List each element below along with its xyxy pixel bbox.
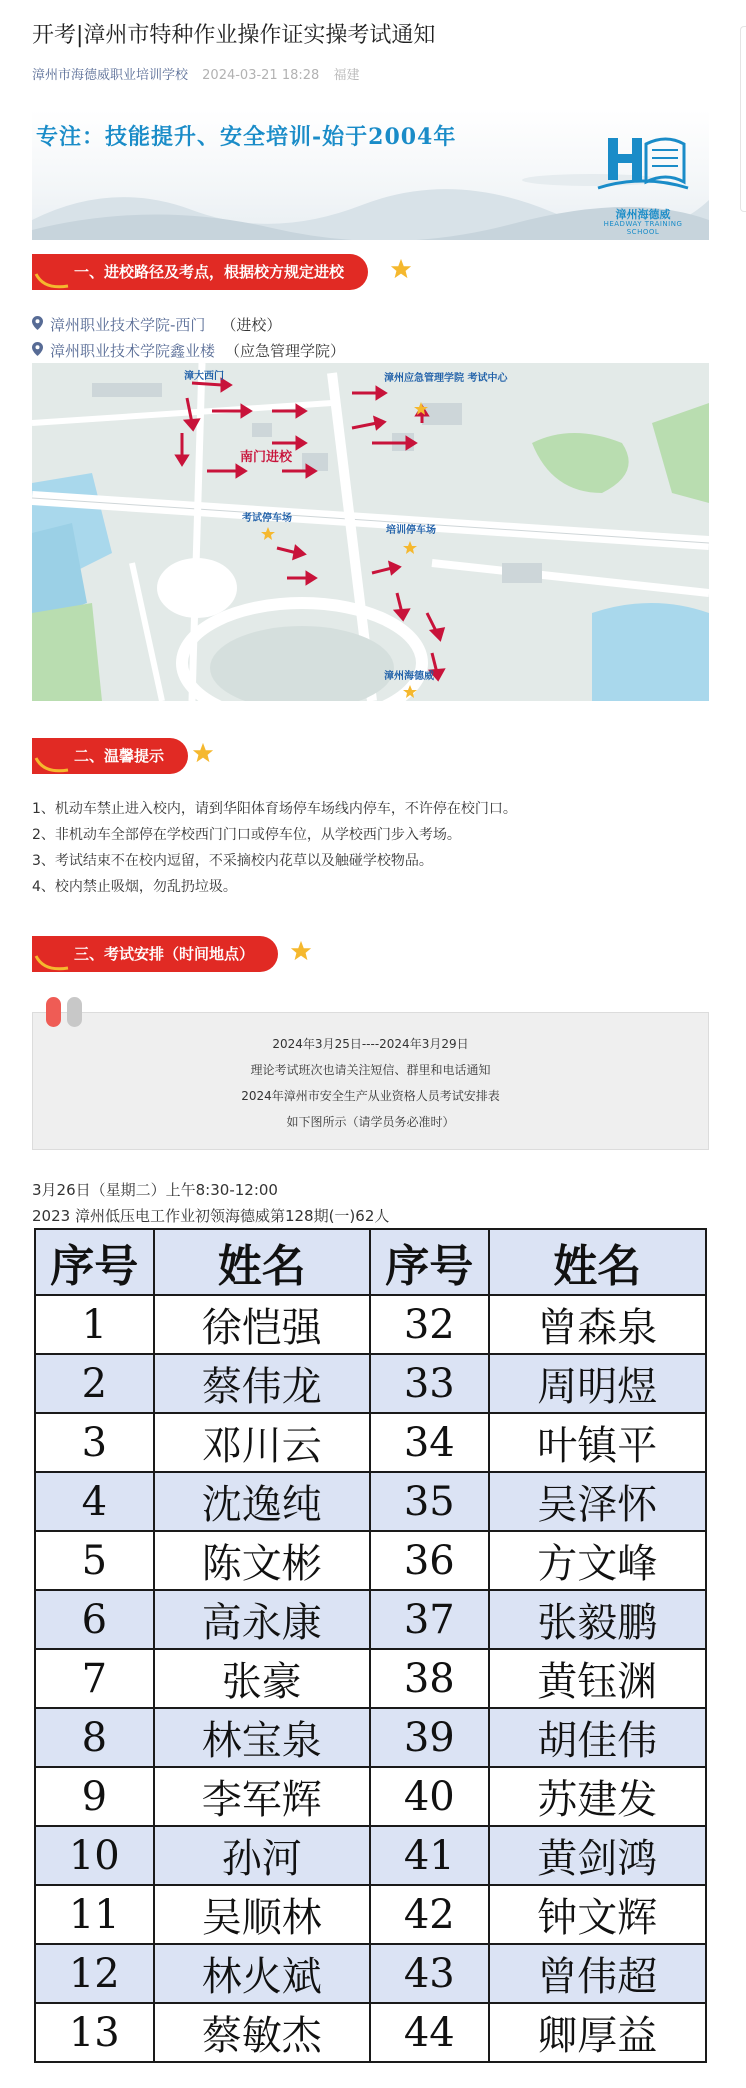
name-cell: 林火斌: [154, 1944, 370, 2003]
header-seq: 序号: [35, 1229, 154, 1295]
session-info: [32, 1177, 389, 1229]
notice-line: 2024年3月25日----2024年3月29日: [272, 1037, 469, 1051]
seq-cell: 2: [35, 1354, 154, 1413]
school-banner: [32, 110, 709, 240]
name-cell: 吴泽怀: [489, 1472, 706, 1531]
name-cell: 陈文彬: [154, 1531, 370, 1590]
seq-cell: 33: [370, 1354, 489, 1413]
table-row: [35, 1944, 706, 2003]
red-dot-icon: [46, 997, 61, 1027]
name-cell: 蔡敏杰: [154, 2003, 370, 2062]
name-cell: 黄钰渊: [489, 1649, 706, 1708]
name-cell: 蔡伟龙: [154, 1354, 370, 1413]
roster-table: [34, 1228, 707, 2063]
name-cell: 邓川云: [154, 1413, 370, 1472]
exam-notice-box: [32, 1012, 709, 1150]
notice-line: 理论考试班次也请关注短信、群里和电话通知: [250, 1063, 491, 1077]
name-cell: 曾森泉: [489, 1295, 706, 1354]
section-1-heading: [32, 250, 412, 292]
map-label-exam-center: 漳州应急管理学院 考试中心: [384, 373, 508, 384]
seq-cell: 12: [35, 1944, 154, 2003]
location-link-west-gate[interactable]: 漳州职业技术学院-西门: [50, 316, 206, 334]
location-link-xinye-building[interactable]: 漳州职业技术学院鑫业楼: [50, 342, 216, 360]
session-class: 2023 漳州低压电工作业初领海德威第128期(一)62人: [32, 1207, 390, 1225]
reminder-item: 2、非机动车全部停在学校西门门口或停车位，从学校西门步入考场。: [32, 827, 461, 843]
location-note: （应急管理学院）: [225, 342, 346, 360]
location-xinye-building: [32, 340, 345, 361]
seq-cell: 38: [370, 1649, 489, 1708]
name-cell: 徐恺强: [154, 1295, 370, 1354]
name-cell: 胡佳伟: [489, 1708, 706, 1767]
name-cell: 林宝泉: [154, 1708, 370, 1767]
seq-cell: 37: [370, 1590, 489, 1649]
reminder-item: 4、校内禁止吸烟，勿乱扔垃圾。: [32, 879, 237, 895]
seq-cell: 4: [35, 1472, 154, 1531]
seq-cell: 9: [35, 1767, 154, 1826]
article-title: 开考|漳州市特种作业操作证实操考试通知: [32, 23, 436, 48]
table-row: [35, 1826, 706, 1885]
reminder-item: 1、机动车禁止进入校内，请到华阳体育场停车场线内停车，不许停在校门口。: [32, 801, 517, 817]
table-row: [35, 1649, 706, 1708]
book-logo-icon: [588, 130, 698, 206]
name-cell: 钟文辉: [489, 1885, 706, 1944]
seq-cell: 39: [370, 1708, 489, 1767]
map-label-exam-parking: 考试停车场: [242, 513, 292, 524]
star-icon: [390, 258, 412, 280]
name-cell: 沈逸纯: [154, 1472, 370, 1531]
name-cell: 黄剑鸿: [489, 1826, 706, 1885]
seq-cell: 36: [370, 1531, 489, 1590]
table-row: [35, 1413, 706, 1472]
map-label-headway: 漳州海德威: [384, 671, 434, 682]
name-cell: 叶镇平: [489, 1413, 706, 1472]
location-pin-icon: [32, 342, 50, 360]
location-note: （进校）: [221, 316, 282, 334]
reminder-list: [32, 796, 517, 900]
logo-chinese-name: 漳州海德威: [615, 208, 671, 221]
section-2-heading: [32, 734, 222, 776]
seq-cell: 1: [35, 1295, 154, 1354]
gray-dot-icon: [67, 997, 82, 1027]
seq-cell: 44: [370, 2003, 489, 2062]
campus-map: [32, 363, 709, 701]
name-cell: 卿厚益: [489, 2003, 706, 2062]
seq-cell: 13: [35, 2003, 154, 2062]
map-label-west-gate: 漳大西门: [184, 371, 224, 382]
publish-region: 福建: [333, 68, 360, 83]
seq-cell: 41: [370, 1826, 489, 1885]
swoosh-icon: [34, 756, 74, 778]
location-west-gate: [32, 314, 281, 335]
seq-cell: 35: [370, 1472, 489, 1531]
table-row: [35, 1885, 706, 1944]
banner-slogan: 专注：技能提升、安全培训-始于2004年: [36, 124, 457, 150]
seq-cell: 3: [35, 1413, 154, 1472]
session-time: 3月26日（星期二）上午8:30-12:00: [32, 1181, 278, 1199]
table-row: [35, 1295, 706, 1354]
table-row: [35, 1767, 706, 1826]
logo-english-name: HEADWAY TRAINING SCHOOL: [603, 220, 683, 236]
section-2-label: 二、温馨提示: [32, 738, 188, 774]
seq-cell: 10: [35, 1826, 154, 1885]
roster-header-row: [35, 1229, 706, 1295]
table-row: [35, 1354, 706, 1413]
seq-cell: 6: [35, 1590, 154, 1649]
name-cell: 吴顺林: [154, 1885, 370, 1944]
seq-cell: 34: [370, 1413, 489, 1472]
name-cell: 张毅鹏: [489, 1590, 706, 1649]
header-name: 姓名: [489, 1229, 706, 1295]
table-row: [35, 1472, 706, 1531]
header-seq: 序号: [370, 1229, 489, 1295]
reminder-item: 3、考试结束不在校内逗留，不采摘校内花草以及触碰学校物品。: [32, 853, 433, 869]
star-icon: [290, 940, 312, 962]
seq-cell: 8: [35, 1708, 154, 1767]
name-cell: 周明煜: [489, 1354, 706, 1413]
table-row: [35, 1531, 706, 1590]
roster-body: [35, 1295, 706, 2062]
table-row: [35, 2003, 706, 2062]
side-panel-edge[interactable]: [740, 26, 746, 212]
header-name: 姓名: [154, 1229, 370, 1295]
location-pin-icon: [32, 316, 50, 334]
name-cell: 李军辉: [154, 1767, 370, 1826]
name-cell: 苏建发: [489, 1767, 706, 1826]
name-cell: 曾伟超: [489, 1944, 706, 2003]
swoosh-icon: [34, 272, 74, 294]
swoosh-icon: [34, 954, 74, 976]
publish-date: 2024-03-21 18:28: [202, 68, 320, 83]
seq-cell: 40: [370, 1767, 489, 1826]
author-link[interactable]: 漳州市海德威职业培训学校: [32, 68, 189, 83]
seq-cell: 11: [35, 1885, 154, 1944]
star-icon: [192, 742, 214, 764]
seq-cell: 32: [370, 1295, 489, 1354]
seq-cell: 42: [370, 1885, 489, 1944]
article-meta: [32, 64, 359, 83]
name-cell: 孙河: [154, 1826, 370, 1885]
section-3-label: 三、考试安排（时间地点）: [32, 936, 278, 972]
seq-cell: 43: [370, 1944, 489, 2003]
map-label-south-gate: 南门进校: [240, 450, 293, 465]
school-logo: [588, 130, 698, 236]
notice-decoration: [46, 997, 88, 1031]
name-cell: 高永康: [154, 1590, 370, 1649]
map-label-training-parking: 培训停车场: [386, 525, 436, 536]
notice-line: 如下图所示（请学员务必准时）: [286, 1115, 455, 1129]
name-cell: 张豪: [154, 1649, 370, 1708]
campus-map-drawing: [32, 363, 709, 701]
name-cell: 方文峰: [489, 1531, 706, 1590]
table-row: [35, 1590, 706, 1649]
section-1-label: 一、进校路径及考点，根据校方规定进校: [32, 254, 368, 290]
table-row: [35, 1708, 706, 1767]
notice-line: 2024年漳州市安全生产从业资格人员考试安排表: [241, 1089, 500, 1103]
seq-cell: 5: [35, 1531, 154, 1590]
section-3-heading: [32, 932, 312, 974]
seq-cell: 7: [35, 1649, 154, 1708]
